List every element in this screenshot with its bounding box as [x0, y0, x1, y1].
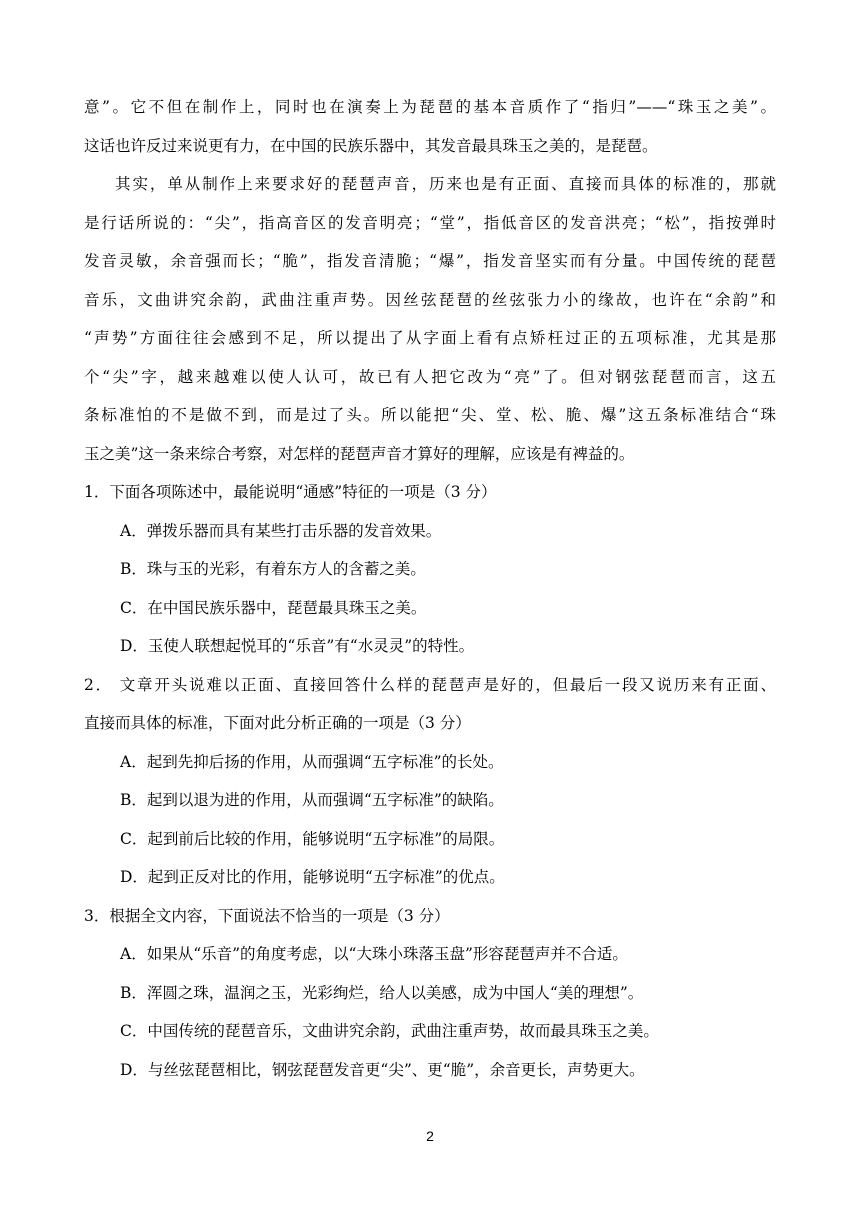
question-3-option-a: A．如果从“乐音”的角度考虑，以“大珠小珠落玉盘”形容琵琶声并不合适。 — [120, 945, 628, 963]
question-2-option-c: C．起到前后比较的作用，能够说明“五字标准”的局限。 — [120, 829, 505, 848]
paragraph-line: “声势”方面往往会感到不足，所以提出了从字面上看有点矫枉过正的五项标准，尤其是那 — [84, 329, 776, 347]
paragraph-line: 个“尖”字，越来越难以使人认可，故已有人把它改为“亮”了。但对钢弦琵琶而言，这五 — [84, 367, 776, 386]
question-3-option-d: D．与丝弦琵琶相比，钢弦琵琶发音更“尖”、更“脆”，余音更长，声势更大。 — [120, 1060, 645, 1079]
passage-line: 意”。它不但在制作上，同时也在演奏上为琵琶的基本音质作了“指归”——“珠玉之美”。 — [84, 98, 776, 116]
question-1-option-a: A．弹拨乐器而具有某些打击乐器的发音效果。 — [120, 521, 442, 540]
paragraph-line: 条标准怕的不是做不到，而是过了头。所以能把“尖、堂、松、脆、爆”这五条标准结合“珠 — [84, 406, 776, 424]
question-1-option-d: D．玉使人联想起悦耳的“乐音”有“水灵灵”的特性。 — [120, 637, 475, 655]
question-1-stem: 1．下面各项陈述中，最能说明“通感”特征的一项是（3 分） — [84, 483, 497, 501]
question-1-option-c: C．在中国民族乐器中，琵琶最具珠玉之美。 — [120, 598, 427, 617]
question-3-option-c: C．中国传统的琵琶音乐，文曲讲究余韵，武曲注重声势，故而最具珠玉之美。 — [120, 1022, 659, 1040]
paragraph-line: 是行话所说的：“尖”，指高音区的发音明亮；“堂”，指低音区的发音洪亮；“松”，指按弹时 — [84, 213, 776, 232]
passage-line: 这话也许反过来说更有力，在中国的民族乐器中，其发音最具珠玉之美的，是琵琶。 — [84, 136, 658, 155]
question-2-stem-cont: 直接而具体的标准，下面对此分析正确的一项是（3 分） — [84, 714, 471, 732]
question-2-option-d: D．起到正反对比的作用，能够说明“五字标准”的优点。 — [120, 868, 505, 886]
question-2-stem: 2． 文章开头说难以正面、直接回答什么样的琵琶声是好的，但最后一段又说历来有正面、 — [84, 675, 776, 694]
paragraph-line: 发音灵敏，余音强而长；“脆”，指发音清脆；“爆”，指发音坚实而有分量。中国传统的琵琶 — [84, 252, 776, 270]
page-content — [84, 88, 776, 1089]
paragraph-line: 其实，单从制作上来要求好的琵琶声音，历来也是有正面、直接而具体的标准的，那就 — [115, 175, 776, 193]
question-3-option-b: B．浑圆之珠，温润之玉，光彩绚烂，给人以美感，成为中国人“美的理想”。 — [120, 983, 644, 1002]
question-2-option-b: B．起到以退为进的作用，从而强调“五字标准”的缺陷。 — [120, 791, 504, 809]
question-1-option-b: B．珠与玉的光彩，有着东方人的含蓄之美。 — [120, 560, 426, 578]
page-number: 2 — [426, 1128, 434, 1144]
paragraph-line: 音乐，文曲讲究余韵，武曲注重声势。因丝弦琵琶的丝弦张力小的缘故，也许在“余韵”和 — [84, 290, 776, 309]
paragraph-line: 玉之美”这一条来综合考察，对怎样的琵琶声音才算好的理解，应该是有裨益的。 — [84, 444, 635, 463]
question-2-option-a: A．起到先抑后扬的作用，从而强调“五字标准”的长处。 — [120, 752, 504, 771]
question-3-stem: 3．根据全文内容，下面说法不恰当的一项是（3 分） — [84, 906, 450, 925]
